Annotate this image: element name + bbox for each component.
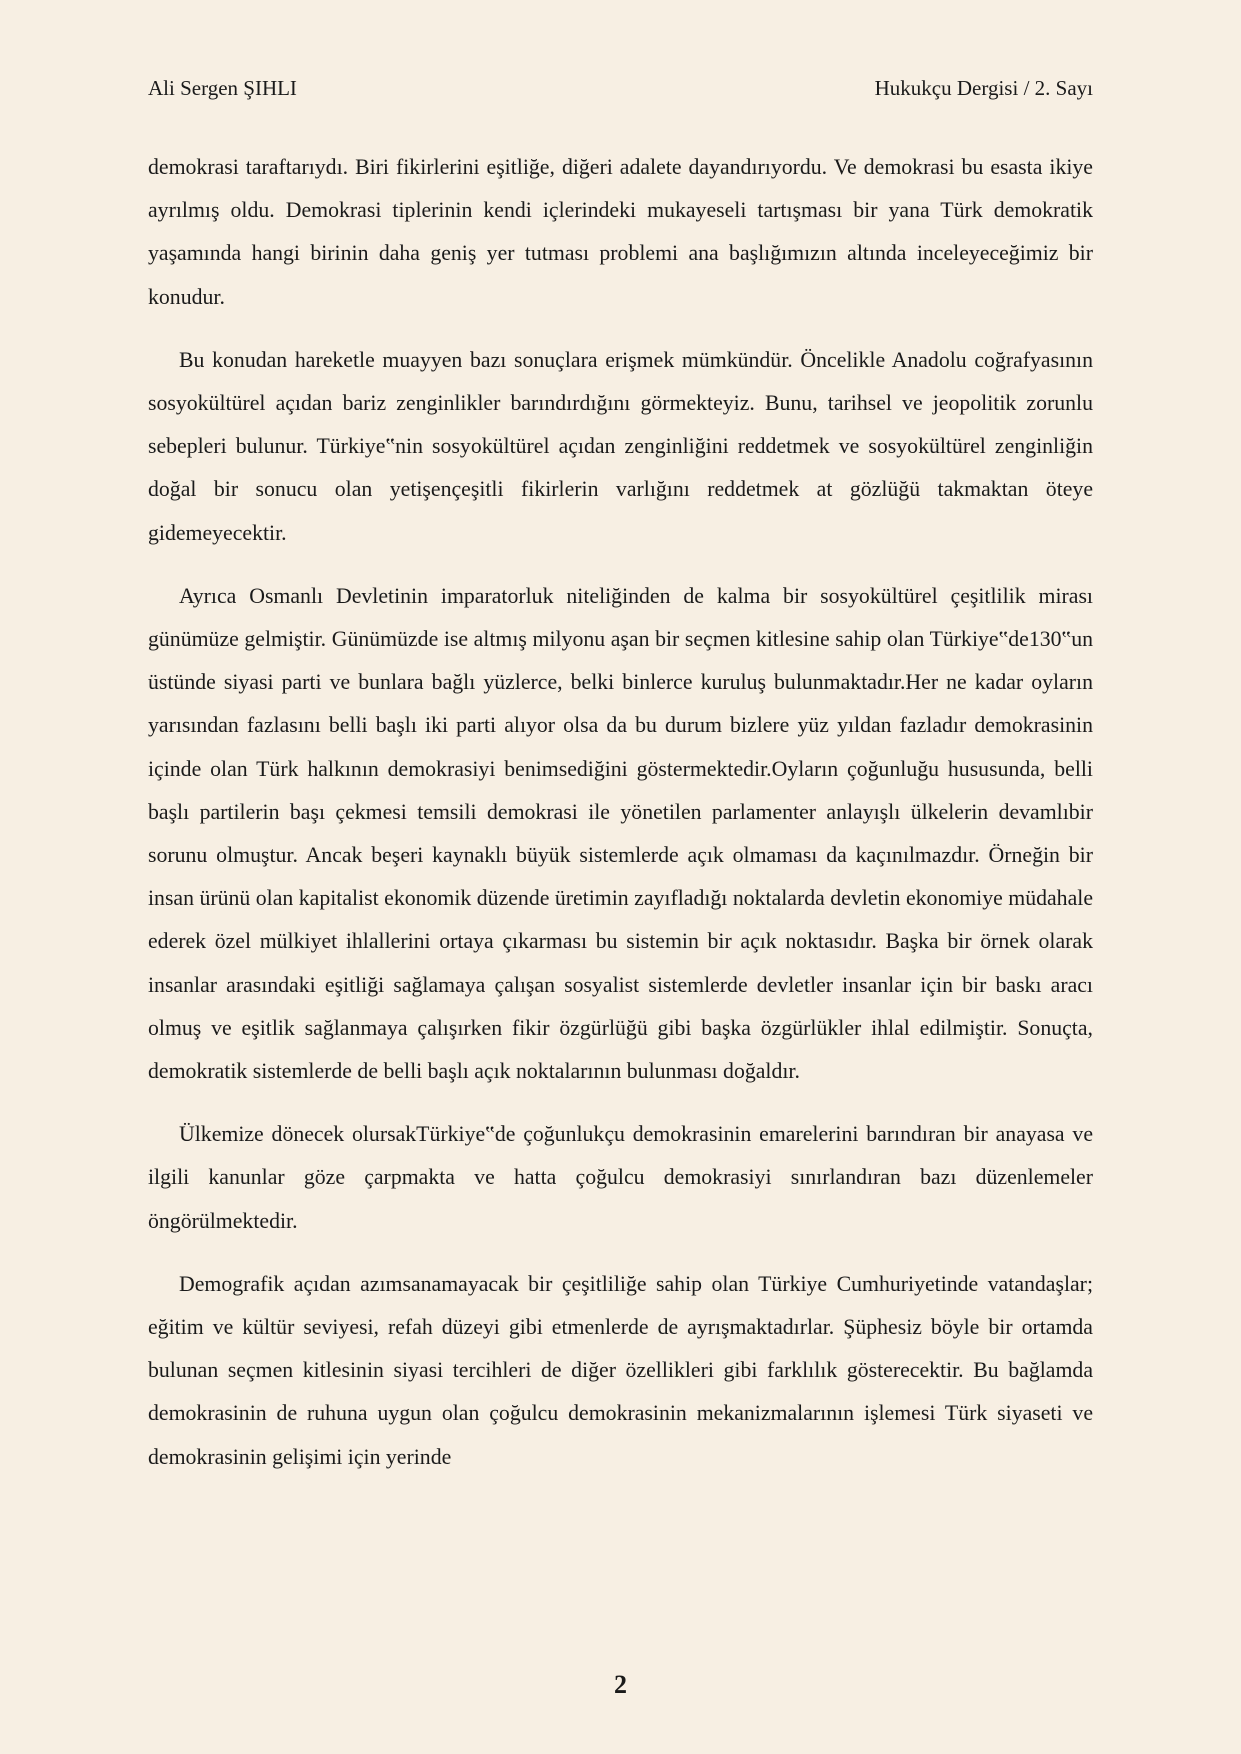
paragraph-3: Ayrıca Osmanlı Devletinin imparatorluk niteliğinden de kalma bir sosyokültürel çeşitlilik mirası günümüze gelmiştir. Günümüzde ise altmış milyonu aşan bir seçmen kitlesine sahip olan Türkiye‟de130‟un üstünde siyasi parti ve bunlara bağlı yüzlerce, belki binlerce kuruluş bulunmaktadır.Her ne kadar oyların yarısından fazlasını belli başlı iki parti alıyor olsa da bu durum bizlere yüz yıldan fazladır demokrasinin içinde olan Türk halkının demokrasiyi benimsediğini göstermektedir.Oyların çoğunluğu hususunda, belli başlı partilerin başı çekmesi temsili demokrasi ile yönetilen parlamenter anlayışlı ülkelerin devamlıbir sorunu olmuştur. Ancak beşeri kaynaklı büyük sistemlerde açık olmaması da kaçınılmazdır. Örneğin bir insan ürünü olan kapitalist ekonomik düzende üretimin zayıfladığı noktalarda devletin ekonomiye müdahale ederek özel mülkiyet ihlallerini ortaya çıkarması bu sistemin bir açık noktasıdır. Başka bir örnek olarak insanlar arasındaki eşitliği sağlamaya çalışan sosyalist sistemlerde devletler insanlar için bir baskı aracı olmuş ve eşitlik sağlanmaya çalışırken fikir özgürlüğü gibi başka özgürlükler ihlal edilmiştir. Sonuçta, demokratik sistemlerde de belli başlı açık noktalarının bulunması doğaldır. (148, 583, 1093, 1084)
body-text (148, 146, 1093, 1499)
paragraph-5: Demografik açıdan azımsanamayacak bir çeşitliliğe sahip olan Türkiye Cumhuriyetinde vatandaşlar; eğitim ve kültür seviyesi, refah düzeyi gibi etmenlerde de ayrışmaktadırlar. Şüphesiz böyle bir ortamda bulunan seçmen kitlesinin siyasi tercihleri de diğer özellikleri gibi farklılık gösterecektir. Bu bağlamda demokrasinin de ruhuna uygun olan çoğulcu demokrasinin mekanizmalarının işlemesi Türk siyaseti ve demokrasinin gelişimi için yerinde (148, 1271, 1093, 1469)
paragraph-4: Ülkemize dönecek olursakTürkiye‟de çoğunlukçu demokrasinin emarelerini barındıran bir anayasa ve ilgili kanunlar göze çarpmakta ve hatta çoğulcu demokrasiyi sınırlandıran bazı düzenlemeler öngörülmektedir. (148, 1122, 1093, 1233)
header-journal: Hukukçu Dergisi / 2. Sayı (874, 76, 1093, 100)
paragraph-2: Bu konudan hareketle muayyen bazı sonuçlara erişmek mümkündür. Öncelikle Anadolu coğrafyasının sosyokültürel açıdan bariz zenginlikler barındırdığını görmekteyiz. Bunu, tarihsel ve jeopolitik zorunlu sebepleri bulunur. Türkiye‟nin sosyokültürel açıdan zenginliğini reddetmek ve sosyokültürel zenginliğin doğal bir sonucu olan yetişençeşitli fikirlerin varlığını reddetmek at gözlüğü takmaktan öteye gidemeyecektir. (148, 347, 1093, 545)
header-author: Ali Sergen ŞIHLI (148, 76, 297, 100)
page-number: 2 (614, 1670, 627, 1699)
paragraph-1: demokrasi taraftarıydı. Biri fikirlerini eşitliğe, diğeri adalete dayandırıyordu. Ve demokrasi bu esasta ikiye ayrılmış oldu. Demokrasi tiplerinin kendi içlerindeki mukayeseli tartışması bir yana Türk demokratik yaşamında hangi birinin daha geniş yer tutması problemi ana başlığımızın altında inceleyeceğimiz bir konudur. (148, 155, 1093, 309)
